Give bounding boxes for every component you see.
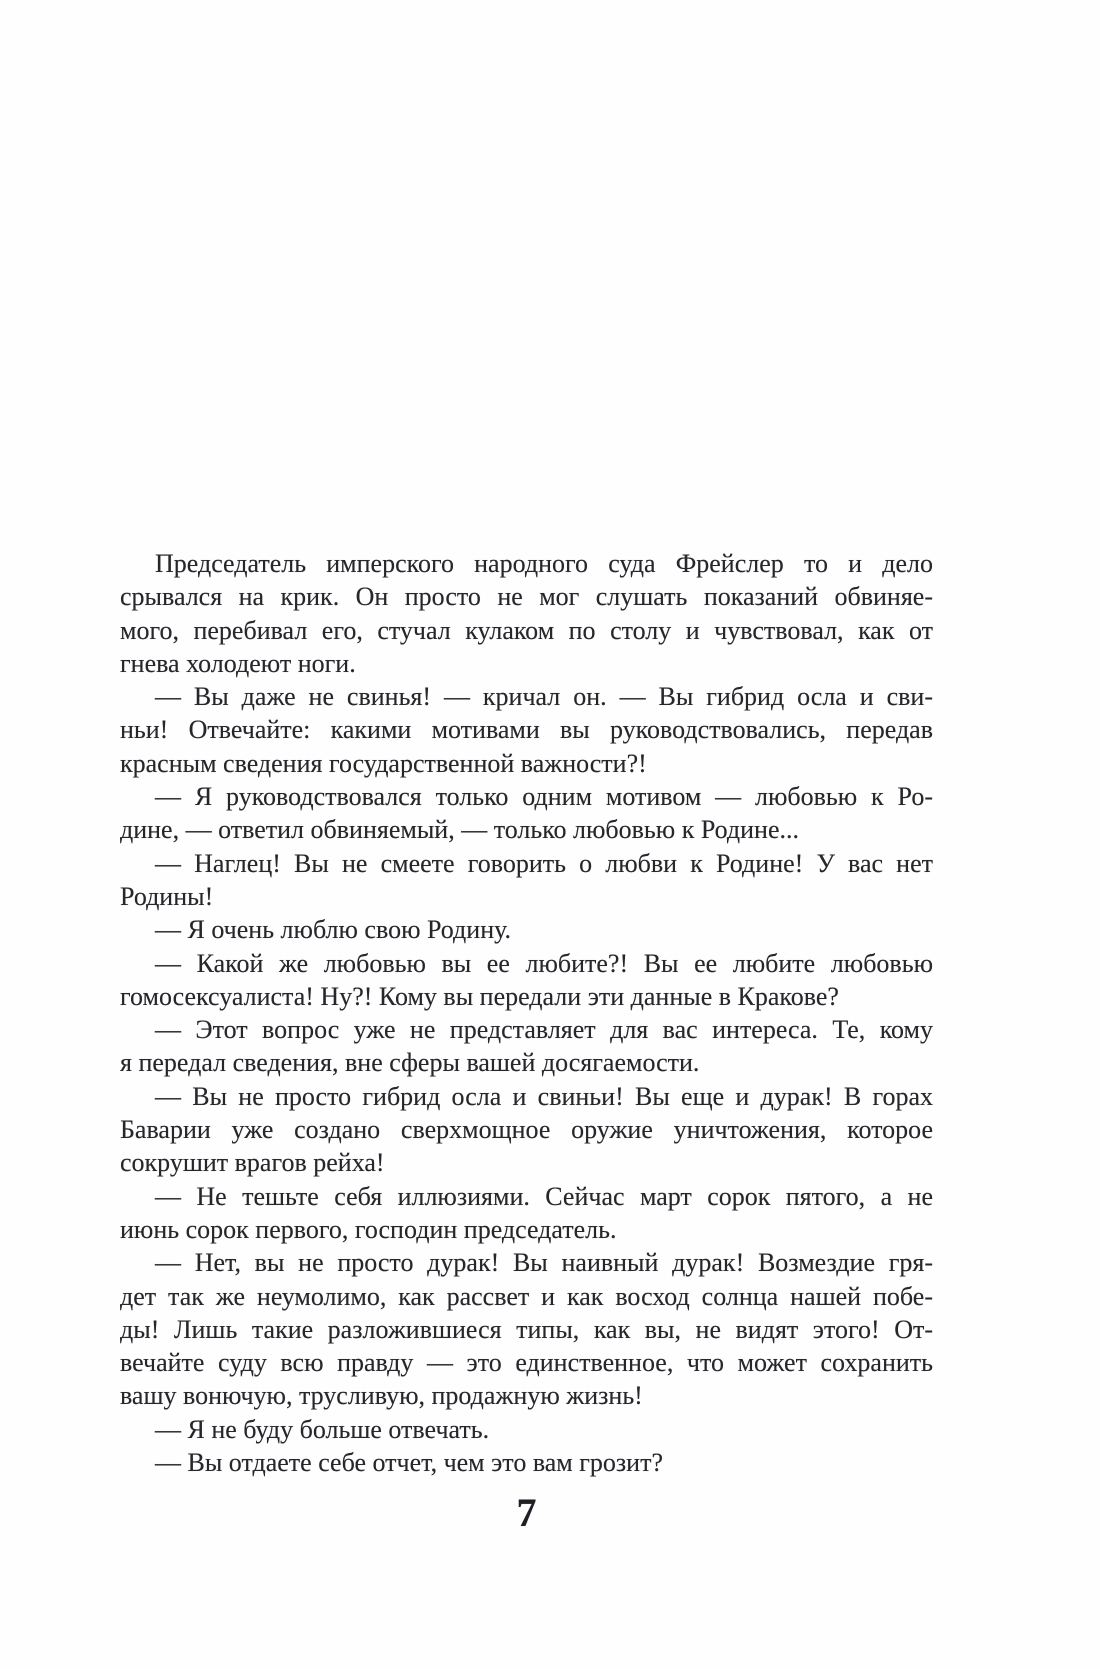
text-line: — Вы отдаете себе отчет, чем это вам грозит?: [155, 1448, 663, 1478]
text-line: Родины!: [120, 881, 214, 911]
text-line: — Не тешьте себя иллюзиями. Сейчас март сорок пятого, а не: [155, 1181, 933, 1211]
text-line: — Вы не просто гибрид осла и свиньи! Вы еще и дурак! В горах: [155, 1081, 933, 1111]
text-line: я передал сведения, вне сферы вашей досягаемости.: [120, 1048, 700, 1078]
text-line: — Наглец! Вы не смеете говорить о любви к Родине! У вас нет: [155, 848, 933, 878]
text-line: гнева холодеют ноги.: [120, 648, 356, 678]
text-line: Баварии уже создано сверхмощное оружие уничтожения, которое: [120, 1115, 933, 1145]
text-line: вечайте суду всю правду — это единственное, что может сохранить: [120, 1348, 933, 1378]
page-number: 7: [516, 1490, 537, 1535]
text-line: ньи! Отвечайте: какими мотивами вы руководствовались, передав: [120, 715, 933, 745]
text-line: ды! Лишь такие разложившиеся типы, как вы, не видят этого! От-: [120, 1314, 933, 1344]
text-line: Председатель имперского народного суда Фрейслер то и дело: [155, 549, 933, 578]
text-line: — Я руководствовался только одним мотивом — любовью к Ро-: [155, 782, 933, 812]
text-line: июнь сорок первого, господин председатель.: [120, 1214, 617, 1244]
text-line: дине, — ответил обвиняемый, — только любовью к Родине...: [120, 815, 799, 845]
text-line: красным сведения государственной важности?!: [120, 748, 647, 778]
text-line: — Я не буду больше отвечать.: [155, 1414, 490, 1444]
text-line: вашу вонючую, трусливую, продажную жизнь!: [120, 1381, 643, 1411]
text-line: — Нет, вы не просто дурак! Вы наивный дурак! Возмездие гря-: [155, 1248, 933, 1278]
text-line: — Какой же любовью вы ее любите?! Вы ее любите любовью: [155, 948, 933, 978]
text-block: [120, 547, 933, 1479]
text-line: — Этот вопрос уже не представляет для вас интереса. Те, кому: [155, 1015, 933, 1045]
text-line: — Вы даже не свинья! — кричал он. — Вы гибрид осла и сви-: [155, 682, 933, 712]
text-line: гомосексуалиста! Ну?! Кому вы передали эти данные в Кракове?: [120, 981, 839, 1011]
text-line: — Я очень люблю свою Родину.: [155, 915, 512, 945]
text-line: дет так же неумолимо, как рассвет и как восход солнца нашей побе-: [120, 1281, 933, 1311]
text-line: сокрушит врагов рейха!: [120, 1148, 385, 1178]
text-line: срывался на крик. Он просто не мог слушать показаний обвиняе-: [120, 582, 933, 612]
text-line: мого, перебивал его, стучал кулаком по столу и чувствовал, как от: [120, 615, 933, 645]
